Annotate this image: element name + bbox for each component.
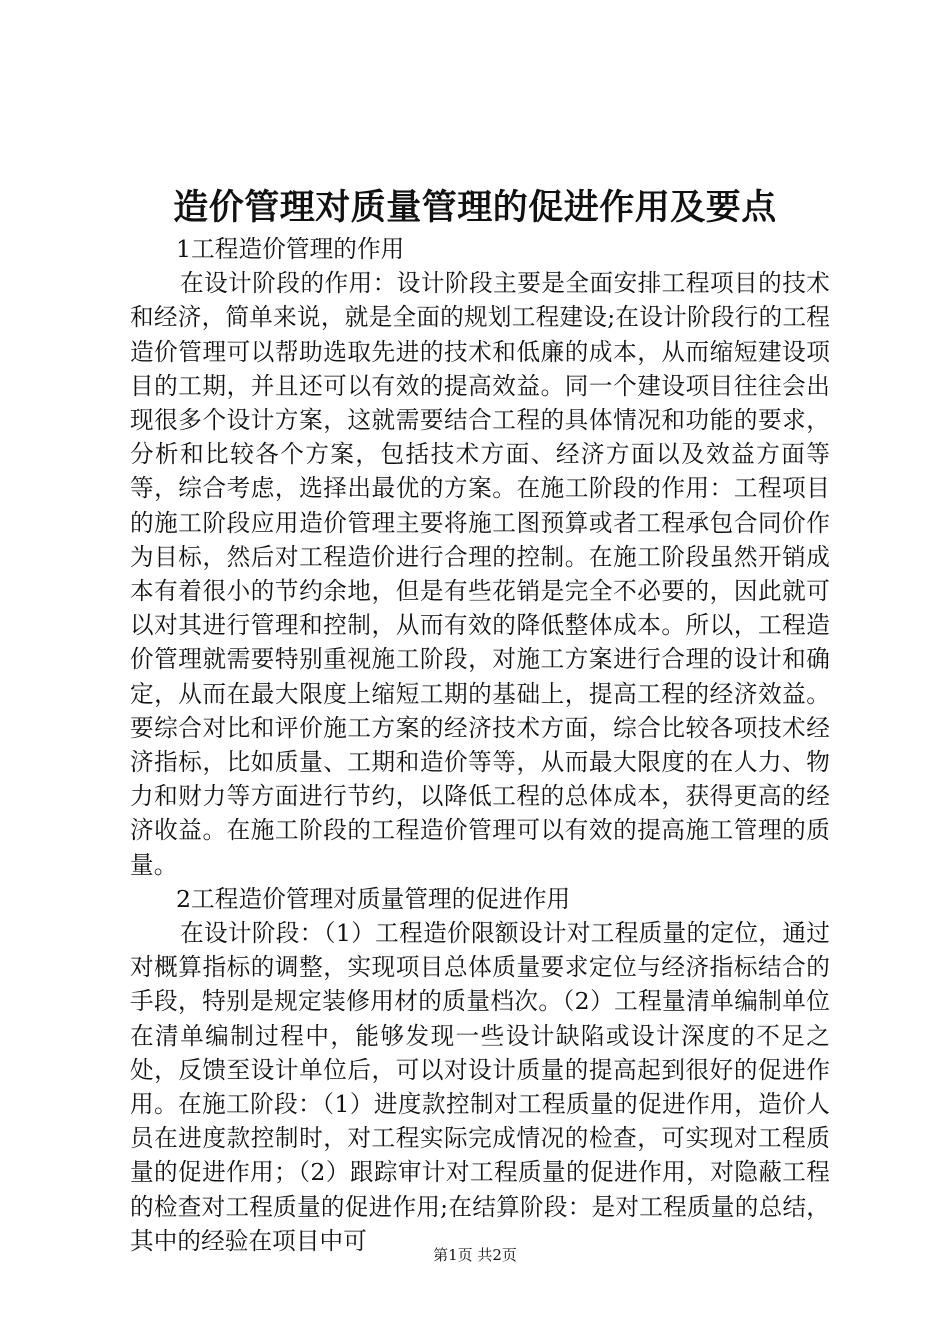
section-paragraph-2: 在设计阶段：（1）工程造价限额设计对工程质量的定位，通过对概算指标的调整，实现项目总体质量要求定位与经济指标结合的手段，特别是规定装修用材的质量档次。（2）工程量清单编制单位在清单编制过程中，能够发现一些设计缺陷或设计深度的不足之处，反馈至设计单位后，可以对设计质量的提高起到很好的促进作用。在施工阶段：（1）进度款控制对工程质量的促进作用，造价人员在进度款控制时，对工程实际完成情况的检查，可实现对工程质量的促进作用；（2）跟踪审计对工程质量的促进作用，对隐蔽工程的检查对工程质量的促进作用;在结算阶段：是对工程质量的总结，其中的经验在项目中可	[130, 919, 830, 1255]
document-title: 造价管理对质量管理的促进作用及要点	[173, 187, 777, 228]
section-heading-2: 2工程造价管理对质量管理的促进作用	[176, 884, 571, 913]
section-paragraph-1: 在设计阶段的作用：设计阶段主要是全面安排工程项目的技术和经济，简单来说，就是全面的规划工程建设;在设计阶段行的工程造价管理可以帮助选取先进的技术和低廉的成本，从而缩短建设项目的工期，并且还可以有效的提高效益。同一个建设项目往往会出现很多个设计方案，这就需要结合工程的具体情况和功能的要求，分析和比较各个方案，包括技术方面、经济方面以及效益方面等等，综合考虑，选择出最优的方案。在施工阶段的作用：工程项目的施工阶段应用造价管理主要将施工图预算或者工程承包合同价作为目标，然后对工程造价进行合理的控制。在施工阶段虽然开销成本有着很小的节约余地，但是有些花销是完全不必要的，因此就可以对其进行管理和控制，从而有效的降低整体成本。所以，工程造价管理就需要特别重视施工阶段，对施工方案进行合理的设计和确定，从而在最大限度上缩短工期的基础上，提高工程的经济效益。要综合对比和评价施工方案的经济技术方面，综合比较各项技术经济指标，比如质量、工期和造价等等，从而最大限度的在人力、物力和财力等方面进行节约，以降低工程的总体成本，获得更高的经济收益。在施工阶段的工程造价管理可以有效的提高施工管理的质量。	[130, 269, 830, 879]
document-body	[130, 232, 830, 1258]
section-heading-1: 1工程造价管理的作用	[176, 235, 405, 263]
page-number-footer: 第1页 共2页	[433, 1246, 517, 1264]
